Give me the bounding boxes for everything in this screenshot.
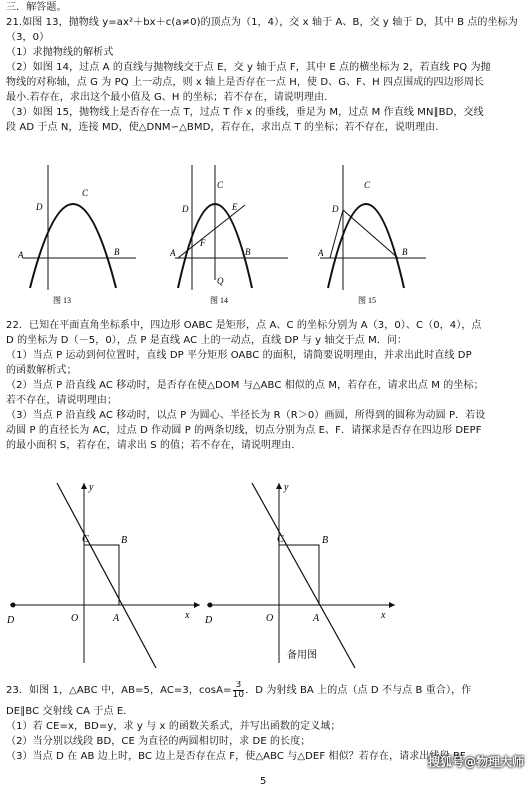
label-B: B bbox=[402, 247, 408, 257]
q22-text bbox=[6, 318, 526, 453]
fig15-caption: 图 15 bbox=[358, 296, 376, 305]
q23-line: DE∥BC 交射线 CA 于点 E． bbox=[6, 706, 134, 717]
point-D bbox=[208, 603, 213, 608]
q22-line: 动圆 P 的直径长为 AC，过点 D 作动圆 P 的两条切线，切点分别为点 E、F．请探求是否存在四边形 DEPF bbox=[6, 425, 482, 436]
label-C: C bbox=[82, 534, 89, 545]
label-E: E bbox=[232, 202, 238, 212]
y-axis-arrow bbox=[81, 483, 87, 489]
cosA-fraction bbox=[233, 681, 245, 700]
label-A: A bbox=[170, 248, 176, 258]
x-axis-arrow bbox=[194, 602, 200, 608]
fig13-caption: 图 13 bbox=[53, 296, 71, 305]
q22-line: D 的坐标为 D（－5，0），点 P 是直线 AC 上的一动点，直线 DP 与 y 轴交于点 M．问： bbox=[6, 335, 408, 346]
label-C: C bbox=[217, 180, 224, 190]
rectangle-OABC bbox=[84, 545, 119, 605]
figure-q22-backup bbox=[205, 478, 400, 668]
q21-line: （3，0） bbox=[6, 32, 50, 43]
y-axis-arrow bbox=[276, 483, 282, 489]
label-D: D bbox=[332, 204, 339, 214]
label-O: O bbox=[266, 613, 274, 624]
fraction-numerator: 3 bbox=[233, 681, 245, 691]
watermark: 搜狐号@物理大师 bbox=[427, 755, 524, 769]
label-D: D bbox=[7, 615, 15, 626]
q22-line: （1）当点 P 运动到何位置时，直线 DP 平分矩形 OABC 的面积，请简要说明理由，并求出此时直线 DP bbox=[6, 350, 472, 361]
label-D: D bbox=[205, 615, 213, 626]
q23-line: （1）若 CE=x，BD=y，求 y 与 x 的函数关系式，并写出函数的定义域； bbox=[6, 721, 341, 732]
q21-line: 21.如图 13，抛物线 y=ax²＋bx＋c(a≠0)的顶点为（1，4），交 x 轴于 A、B，交 y 轴于 D，其中 B 点的坐标为 bbox=[6, 17, 518, 28]
label-A: A bbox=[113, 613, 120, 624]
q23-first-line bbox=[6, 678, 526, 704]
q23-text bbox=[6, 678, 526, 764]
q21-line: （3）如图 15，抛物线上是否存在一点 T，过点 T 作 x 的垂线，垂足为 M，过点 M 作直线 MN∥BD，交线 bbox=[6, 107, 484, 118]
rectangle-OABC bbox=[279, 545, 319, 605]
label-B: B bbox=[245, 247, 251, 257]
label-C: C bbox=[82, 188, 89, 198]
label-x: x bbox=[185, 610, 190, 621]
label-A: A bbox=[313, 613, 320, 624]
point-D bbox=[11, 603, 16, 608]
q23-line: （3）当点 D 在 AB 边上时，BC 边上是否存在点 F，使△ABC 与△DEF 相似？若存在，请求出线段 BF bbox=[6, 751, 466, 762]
parabola bbox=[30, 204, 116, 288]
label-B: B bbox=[121, 535, 128, 546]
label-A: A bbox=[18, 250, 24, 260]
section-title bbox=[6, 0, 526, 15]
q23-line1-pre: 23．如图 1，△ABC 中，AB=5，AC=3，cosA= bbox=[6, 685, 232, 696]
q22-line: 若不存在，请说明理由； bbox=[6, 395, 118, 406]
label-Q: Q bbox=[217, 276, 224, 286]
figure-q22-main bbox=[5, 478, 205, 668]
q21-line: 最小.若存在，求出这个最小值及 G、H 的坐标；若不存在，请说明理由. bbox=[6, 92, 328, 103]
label-O: O bbox=[71, 613, 79, 624]
line-DB bbox=[343, 210, 398, 258]
q21-line: （1）求抛物线的解析式 bbox=[6, 47, 114, 58]
label-A: A bbox=[318, 248, 324, 258]
label-y: y bbox=[89, 482, 94, 493]
q23-line: （2）当分别以线段 BD，CE 为直径的两圆相切时，求 DE 的长度； bbox=[6, 736, 311, 747]
label-B: B bbox=[114, 247, 120, 257]
q22-line: （3）当点 P 沿直线 AC 移动时，以点 P 为圆心、半径长为 R（R＞0）画圆，所得到的圆称为动圆 P．若设 bbox=[6, 410, 486, 421]
q22-line: （2）当点 P 沿直线 AC 移动时，是否存在使△DOM 与△ABC 相似的点 M，若存在，请求出点 M 的坐标； bbox=[6, 380, 484, 391]
label-y: y bbox=[284, 482, 289, 493]
label-D: D bbox=[182, 204, 189, 214]
label-x: x bbox=[381, 610, 386, 621]
figure-13 bbox=[18, 160, 138, 305]
label-C: C bbox=[277, 534, 284, 545]
parabola bbox=[328, 204, 404, 288]
x-axis-arrow bbox=[389, 602, 395, 608]
figure-15 bbox=[318, 160, 428, 305]
label-F: F bbox=[200, 238, 206, 248]
figure-14 bbox=[170, 160, 290, 305]
backup-figure-caption: 备用图 bbox=[287, 650, 317, 661]
page-number: 5 bbox=[260, 776, 267, 787]
label-C: C bbox=[364, 180, 371, 190]
fig14-caption: 图 14 bbox=[210, 296, 228, 305]
q21-text bbox=[6, 15, 526, 135]
q21-line: 段 AD 于点 N，连接 MD，使△DNM∽△BMD，若存在，求出点 T 的坐标；若不存在，说明理由. bbox=[6, 122, 439, 133]
q21-line: （2）如图 14，过点 A 的直线与抛物线交于点 E，交 y 轴于点 F，其中 E 点的横坐标为 2，若直线 PQ 为抛 bbox=[6, 62, 491, 73]
section-heading: 三．解答题。 bbox=[6, 2, 67, 13]
line-AC bbox=[252, 483, 355, 668]
q22-line: 的最小面积 S，若存在，请求出 S 的值；若不存在，请说明理由． bbox=[6, 440, 302, 451]
line-AC bbox=[57, 483, 156, 668]
fraction-denominator: 10 bbox=[232, 689, 245, 700]
q21-line: 物线的对称轴，点 G 为 PQ 上一动点，则 x 轴上是否存在一点 H，使 D、G、F、H 四点围成的四边形周长 bbox=[6, 77, 485, 88]
line-AD bbox=[330, 210, 343, 258]
q22-line: 的函数解析式； bbox=[6, 365, 77, 376]
label-D: D bbox=[36, 202, 43, 212]
q22-line: 22．已知在平面直角坐标系中，四边形 OABC 是矩形，点 A、C 的坐标分别为 A（3，0）、C（0，4），点 bbox=[6, 320, 482, 331]
label-B: B bbox=[322, 535, 329, 546]
q23-line1-post: ．D 为射线 BA 上的点（点 D 不与点 B 重合），作 bbox=[245, 685, 472, 696]
